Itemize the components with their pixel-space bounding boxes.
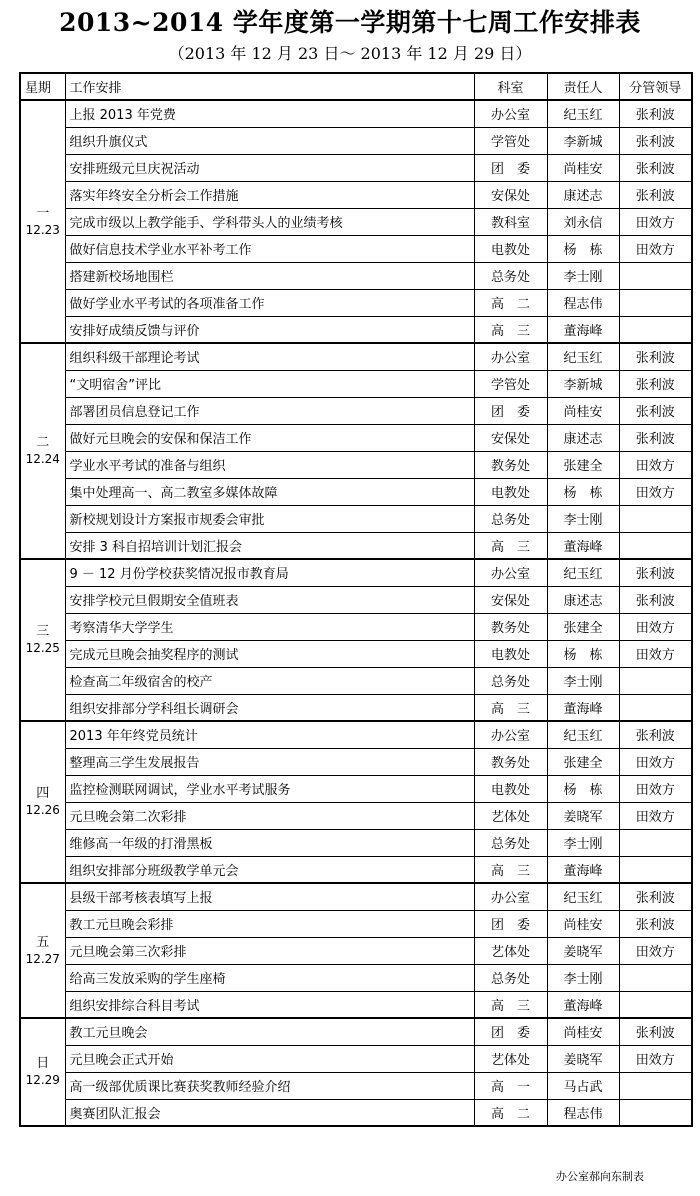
- leader-cell: [619, 991, 692, 1018]
- table-row: [20, 802, 692, 829]
- task-cell: 完成元旦晚会抽奖程序的测试: [65, 640, 474, 667]
- person-cell: 李士刚: [547, 829, 619, 856]
- task-cell: 组织升旗仪式: [65, 127, 474, 154]
- table-row: [20, 964, 692, 991]
- table-row: [20, 262, 692, 289]
- weekday-date: 12.27: [25, 951, 60, 966]
- leader-cell: 张利波: [619, 370, 692, 397]
- schedule-table: [19, 72, 693, 1127]
- day-group: [20, 721, 692, 883]
- task-cell: 监控检测联网调试，学业水平考试服务: [65, 775, 474, 802]
- department-cell: 办公室: [474, 343, 547, 370]
- task-cell: 组织科级干部理论考试: [65, 343, 474, 370]
- person-cell: 程志伟: [547, 289, 619, 316]
- day-group: [20, 883, 692, 1018]
- leader-cell: 张利波: [619, 721, 692, 748]
- person-cell: 李士刚: [547, 262, 619, 289]
- leader-cell: [619, 1099, 692, 1126]
- task-cell: 落实年终安全分析会工作措施: [65, 181, 474, 208]
- task-cell: 元旦晚会第三次彩排: [65, 937, 474, 964]
- weekday-cell: [20, 343, 65, 559]
- task-cell: 组织安排综合科目考试: [65, 991, 474, 1018]
- person-cell: 纪玉红: [547, 721, 619, 748]
- task-cell: 完成市级以上教学能手、学科带头人的业绩考核: [65, 208, 474, 235]
- person-cell: 董海峰: [547, 694, 619, 721]
- table-row: [20, 370, 692, 397]
- task-cell: 考察清华大学学生: [65, 613, 474, 640]
- task-cell: 整理高三学生发展报告: [65, 748, 474, 775]
- weekday-label: 二: [36, 435, 50, 450]
- person-cell: 尚桂安: [547, 1018, 619, 1045]
- leader-cell: [619, 1072, 692, 1099]
- weekday-cell: [20, 1018, 65, 1126]
- department-cell: 高 一: [474, 1072, 547, 1099]
- department-cell: 办公室: [474, 883, 547, 910]
- leader-cell: 田效方: [619, 235, 692, 262]
- table-row: [20, 586, 692, 613]
- department-cell: 艺体处: [474, 937, 547, 964]
- department-cell: 总务处: [474, 667, 547, 694]
- department-cell: 电教处: [474, 775, 547, 802]
- person-cell: 杨 栋: [547, 775, 619, 802]
- header-leader: 分管领导: [619, 73, 692, 100]
- task-cell: 教工元旦晚会: [65, 1018, 474, 1045]
- department-cell: 电教处: [474, 478, 547, 505]
- leader-cell: 张利波: [619, 424, 692, 451]
- leader-cell: 张利波: [619, 586, 692, 613]
- weekday-date: 12.26: [25, 803, 60, 817]
- table-row: [20, 235, 692, 262]
- table-row: [20, 451, 692, 478]
- leader-cell: 张利波: [619, 397, 692, 424]
- table-row: [20, 775, 692, 802]
- table-row: [20, 721, 692, 748]
- department-cell: 总务处: [474, 505, 547, 532]
- leader-cell: 田效方: [619, 451, 692, 478]
- table-row: [20, 154, 692, 181]
- table-row: [20, 532, 692, 559]
- footer-credit: 办公室郝向东制表: [556, 1170, 644, 1183]
- person-cell: 杨 栋: [547, 478, 619, 505]
- person-cell: 张建全: [547, 748, 619, 775]
- person-cell: 李士刚: [547, 667, 619, 694]
- weekday-date: 12.29: [25, 1073, 60, 1087]
- person-cell: 康述志: [547, 424, 619, 451]
- table-row: [20, 829, 692, 856]
- leader-cell: 张利波: [619, 127, 692, 154]
- person-cell: 尚桂安: [547, 910, 619, 937]
- weekday-label: 一: [36, 205, 50, 221]
- task-cell: 给高三发放采购的学生座椅: [65, 964, 474, 991]
- department-cell: 教务处: [474, 451, 547, 478]
- table-row: [20, 991, 692, 1018]
- task-cell: 做好元旦晚会的安保和保洁工作: [65, 424, 474, 451]
- department-cell: 高 二: [474, 1099, 547, 1126]
- header-row: [20, 73, 692, 100]
- task-cell: 搭建新校场地围栏: [65, 262, 474, 289]
- table-row: [20, 883, 692, 910]
- person-cell: 尚桂安: [547, 397, 619, 424]
- department-cell: 高 三: [474, 532, 547, 559]
- person-cell: 纪玉红: [547, 100, 619, 127]
- person-cell: 李士刚: [547, 964, 619, 991]
- table-row: [20, 910, 692, 937]
- leader-cell: 田效方: [619, 802, 692, 829]
- task-cell: 部署团员信息登记工作: [65, 397, 474, 424]
- person-cell: 董海峰: [547, 532, 619, 559]
- table-row: [20, 640, 692, 667]
- task-cell: 元旦晚会正式开始: [65, 1045, 474, 1072]
- person-cell: 康述志: [547, 586, 619, 613]
- task-cell: 安排学校元旦假期安全值班表: [65, 586, 474, 613]
- weekday-cell: [20, 883, 65, 1018]
- task-cell: 组织安排部分班级教学单元会: [65, 856, 474, 883]
- header-task: 工作安排: [65, 73, 474, 100]
- task-cell: 奥赛团队汇报会: [65, 1099, 474, 1126]
- table-row: [20, 856, 692, 883]
- department-cell: 高 二: [474, 289, 547, 316]
- weekday-cell: [20, 559, 65, 721]
- person-cell: 尚桂安: [547, 154, 619, 181]
- task-cell: 安排班级元旦庆祝活动: [65, 154, 474, 181]
- table-row: [20, 559, 692, 586]
- department-cell: 学管处: [474, 370, 547, 397]
- task-cell: 元旦晚会第二次彩排: [65, 802, 474, 829]
- department-cell: 学管处: [474, 127, 547, 154]
- table-row: [20, 613, 692, 640]
- leader-cell: [619, 964, 692, 991]
- leader-cell: [619, 667, 692, 694]
- person-cell: 姜晓军: [547, 937, 619, 964]
- table-row: [20, 1072, 692, 1099]
- department-cell: 高 三: [474, 694, 547, 721]
- leader-cell: [619, 505, 692, 532]
- person-cell: 马占武: [547, 1072, 619, 1099]
- leader-cell: 张利波: [619, 910, 692, 937]
- date-range-subtitle: （2013 年 12 月 23 日～ 2013 年 12 月 29 日）: [168, 44, 532, 63]
- leader-cell: [619, 316, 692, 343]
- task-cell: 9 － 12 月份学校获奖情况报市教育局: [65, 559, 474, 586]
- weekday-label: 四: [36, 786, 50, 801]
- table-row: [20, 667, 692, 694]
- day-group: [20, 343, 692, 559]
- task-cell: 集中处理高一、高二教室多媒体故障: [65, 478, 474, 505]
- task-cell: 安排好成绩反馈与评价: [65, 316, 474, 343]
- leader-cell: [619, 694, 692, 721]
- department-cell: 安保处: [474, 424, 547, 451]
- department-cell: 总务处: [474, 964, 547, 991]
- task-cell: 做好信息技术学业水平补考工作: [65, 235, 474, 262]
- table-row: [20, 181, 692, 208]
- person-cell: 李士刚: [547, 505, 619, 532]
- department-cell: 高 三: [474, 856, 547, 883]
- person-cell: 张建全: [547, 451, 619, 478]
- person-cell: 程志伟: [547, 1099, 619, 1126]
- department-cell: 高 三: [474, 316, 547, 343]
- table-row: [20, 937, 692, 964]
- person-cell: 董海峰: [547, 991, 619, 1018]
- task-cell: 做好学业水平考试的各项准备工作: [65, 289, 474, 316]
- day-group: [20, 559, 692, 721]
- page-title: 2013~2014 学年度第一学期第十七周工作安排表: [59, 8, 641, 37]
- department-cell: 电教处: [474, 640, 547, 667]
- task-cell: 组织安排部分学科组长调研会: [65, 694, 474, 721]
- leader-cell: [619, 856, 692, 883]
- person-cell: 纪玉红: [547, 343, 619, 370]
- person-cell: 董海峰: [547, 856, 619, 883]
- department-cell: 办公室: [474, 100, 547, 127]
- table-row: [20, 694, 692, 721]
- leader-cell: 田效方: [619, 640, 692, 667]
- day-group: [20, 100, 692, 343]
- leader-cell: 田效方: [619, 613, 692, 640]
- table-row: [20, 343, 692, 370]
- person-cell: 杨 栋: [547, 640, 619, 667]
- department-cell: 安保处: [474, 181, 547, 208]
- leader-cell: 田效方: [619, 478, 692, 505]
- task-cell: 县级干部考核表填写上报: [65, 883, 474, 910]
- person-cell: 纪玉红: [547, 559, 619, 586]
- department-cell: 安保处: [474, 586, 547, 613]
- task-cell: 学业水平考试的准备与组织: [65, 451, 474, 478]
- leader-cell: [619, 262, 692, 289]
- table-row: [20, 1018, 692, 1045]
- department-cell: 教科室: [474, 208, 547, 235]
- leader-cell: [619, 532, 692, 559]
- header-person: 责任人: [547, 73, 619, 100]
- leader-cell: 田效方: [619, 208, 692, 235]
- table-row: [20, 289, 692, 316]
- person-cell: 刘永信: [547, 208, 619, 235]
- table-row: [20, 505, 692, 532]
- department-cell: 高 三: [474, 991, 547, 1018]
- task-cell: 安排 3 科自招培训计划汇报会: [65, 532, 474, 559]
- task-cell: 上报 2013 年党费: [65, 100, 474, 127]
- department-cell: 总务处: [474, 262, 547, 289]
- task-cell: 高一级部优质课比赛获奖教师经验介绍: [65, 1072, 474, 1099]
- table-row: [20, 1045, 692, 1072]
- weekday-date: 12.23: [25, 222, 60, 237]
- leader-cell: 张利波: [619, 343, 692, 370]
- person-cell: 李新城: [547, 127, 619, 154]
- table-row: [20, 100, 692, 127]
- person-cell: 董海峰: [547, 316, 619, 343]
- weekday-cell: [20, 100, 65, 343]
- department-cell: 团 委: [474, 910, 547, 937]
- department-cell: 总务处: [474, 829, 547, 856]
- task-cell: 检查高二年级宿舍的校产: [65, 667, 474, 694]
- leader-cell: 张利波: [619, 883, 692, 910]
- table-row: [20, 424, 692, 451]
- task-cell: 新校规划设计方案报市规委会审批: [65, 505, 474, 532]
- day-group: [20, 1018, 692, 1126]
- department-cell: 教务处: [474, 748, 547, 775]
- task-cell: 教工元旦晚会彩排: [65, 910, 474, 937]
- table-row: [20, 1099, 692, 1126]
- leader-cell: [619, 289, 692, 316]
- table-row: [20, 478, 692, 505]
- leader-cell: 张利波: [619, 100, 692, 127]
- header-department: 科室: [474, 73, 547, 100]
- leader-cell: 田效方: [619, 937, 692, 964]
- table-row: [20, 397, 692, 424]
- task-cell: 2013 年年终党员统计: [65, 721, 474, 748]
- person-cell: 纪玉红: [547, 883, 619, 910]
- table-row: [20, 208, 692, 235]
- task-cell: “文明宿舍”评比: [65, 370, 474, 397]
- leader-cell: 张利波: [619, 181, 692, 208]
- table-row: [20, 127, 692, 154]
- department-cell: 团 委: [474, 397, 547, 424]
- table-row: [20, 748, 692, 775]
- leader-cell: 张利波: [619, 1018, 692, 1045]
- leader-cell: [619, 829, 692, 856]
- weekday-date: 12.24: [25, 452, 60, 466]
- department-cell: 办公室: [474, 721, 547, 748]
- weekday-cell: [20, 721, 65, 883]
- table-row: [20, 316, 692, 343]
- weekday-label: 日: [36, 1056, 50, 1071]
- header-weekday: 星期: [20, 73, 65, 100]
- person-cell: 康述志: [547, 181, 619, 208]
- person-cell: 杨 栋: [547, 235, 619, 262]
- department-cell: 办公室: [474, 559, 547, 586]
- leader-cell: 田效方: [619, 1045, 692, 1072]
- leader-cell: 张利波: [619, 154, 692, 181]
- department-cell: 团 委: [474, 1018, 547, 1045]
- leader-cell: 张利波: [619, 559, 692, 586]
- weekday-label: 三: [36, 624, 50, 639]
- person-cell: 姜晓军: [547, 802, 619, 829]
- leader-cell: 田效方: [619, 748, 692, 775]
- department-cell: 电教处: [474, 235, 547, 262]
- person-cell: 姜晓军: [547, 1045, 619, 1072]
- department-cell: 艺体处: [474, 802, 547, 829]
- task-cell: 维修高一年级的打滑黑板: [65, 829, 474, 856]
- department-cell: 教务处: [474, 613, 547, 640]
- leader-cell: 田效方: [619, 775, 692, 802]
- person-cell: 张建全: [547, 613, 619, 640]
- department-cell: 团 委: [474, 154, 547, 181]
- weekday-date: 12.25: [25, 641, 60, 655]
- weekday-label: 五: [36, 934, 50, 950]
- department-cell: 艺体处: [474, 1045, 547, 1072]
- person-cell: 李新城: [547, 370, 619, 397]
